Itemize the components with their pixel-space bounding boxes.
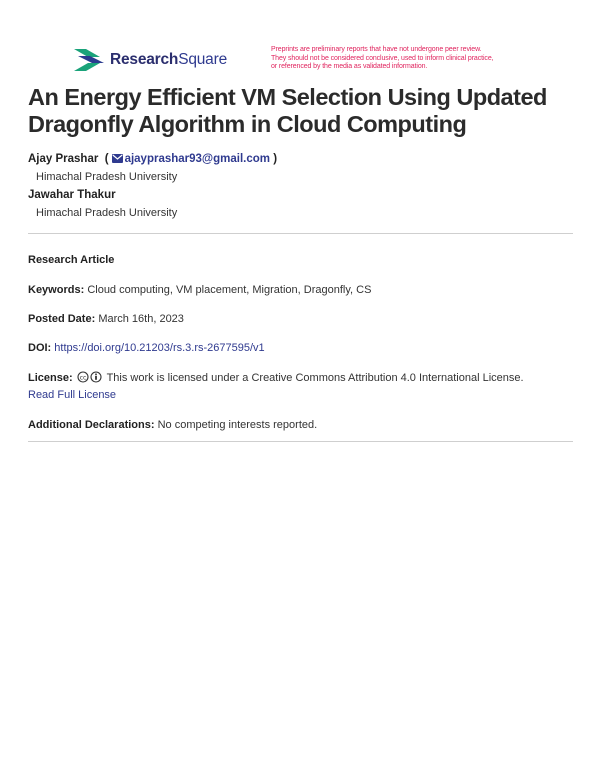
author-1: Ajay Prashar ( ajayprashar93@gmail.com ): [28, 153, 278, 165]
author-2: [28, 189, 116, 201]
posted-date-value: March 16th, 2023: [98, 313, 184, 325]
research-square-logo[interactable]: [74, 48, 227, 72]
keywords: [28, 282, 371, 299]
creative-commons-icon: [77, 371, 103, 383]
disclaimer-line: They should not be considered conclusive, used to inform clinical practice,: [271, 54, 494, 62]
author-name: Jawahar Thakur: [28, 189, 116, 201]
research-square-logo-icon: [74, 49, 104, 71]
author-2-affiliation: Himachal Pradesh University: [36, 207, 178, 219]
logo-text: ResearchSquare: [110, 51, 227, 68]
author-email-link[interactable]: ajayprashar93@gmail.com: [124, 153, 271, 165]
author-name: Ajay Prashar: [28, 153, 99, 165]
paper-title: [28, 84, 578, 138]
title-line: Dragonfly Algorithm in Cloud Computing: [28, 111, 467, 137]
posted-date-label: Posted Date:: [28, 313, 96, 325]
license-text: This work is licensed under a Creative Commons Attribution 4.0 International License.: [106, 372, 524, 384]
disclaimer-line: or referenced by the media as validated information.: [271, 63, 428, 71]
envelope-icon: [112, 154, 123, 163]
keywords-value: Cloud computing, VM placement, Migration, Dragonfly, CS: [87, 284, 372, 296]
posted-date: [28, 311, 184, 328]
additional-declarations: [28, 417, 317, 434]
license-label: License:: [28, 372, 73, 384]
article-type: Research Article: [28, 254, 115, 266]
title-line: An Energy Efficient VM Selection Using Updated: [28, 84, 547, 110]
divider: [28, 233, 573, 234]
author-1-affiliation: Himachal Pradesh University: [36, 171, 178, 183]
doi-label: DOI:: [28, 342, 52, 354]
svg-text:cc: cc: [79, 374, 87, 382]
license: [28, 370, 524, 387]
doi-link[interactable]: https://doi.org/10.21203/rs.3.rs-2677595/v1: [54, 342, 265, 354]
preprint-disclaimer: [271, 46, 556, 72]
declarations-label: Additional Declarations:: [28, 419, 155, 431]
declarations-value: No competing interests reported.: [157, 419, 318, 431]
license-link-row: [28, 387, 116, 404]
divider: [28, 441, 573, 442]
read-full-license-link[interactable]: Read Full License: [28, 389, 117, 401]
doi: [28, 340, 265, 357]
disclaimer-line: Preprints are preliminary reports that have not undergone peer review.: [271, 46, 482, 53]
keywords-label: Keywords:: [28, 284, 85, 296]
